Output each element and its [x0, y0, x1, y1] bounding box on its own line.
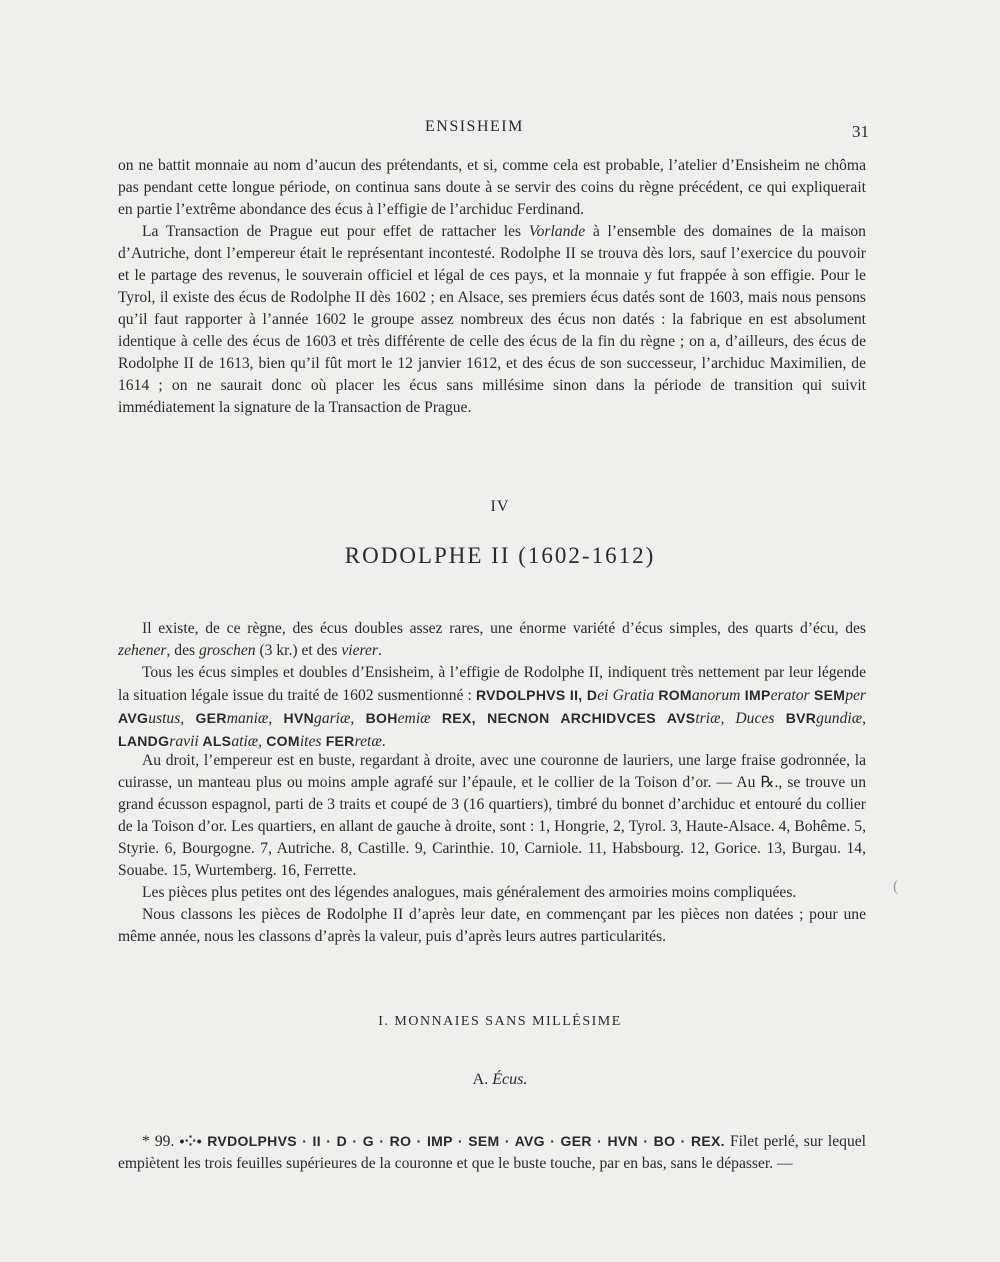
legend-text: AVG	[118, 710, 149, 726]
legend-text: IMP	[740, 687, 771, 703]
legend-text: SEM	[809, 687, 846, 703]
subtitle-prefix: A.	[472, 1071, 493, 1088]
text-run: Il existe, de ce règne, des écus doubles assez rares, une énorme variété d’écus simples, des quarts d’écu, des	[142, 620, 866, 637]
legend-text: FER	[321, 733, 355, 749]
legend-text: REX, NECNON ARCHIDVCES AVS	[430, 710, 696, 726]
paragraph-smaller-pieces: Les pièces plus petites ont des légendes analogues, mais généralement des armoiries moins compliquées.	[142, 884, 797, 901]
legend-text: ALS	[198, 733, 232, 749]
margin-mark: (	[893, 878, 899, 895]
entry-number: * 99.	[142, 1133, 175, 1150]
text-run: La Transaction de Prague eut pour effet de rattacher les	[142, 223, 529, 240]
italic-term: zehener	[118, 642, 167, 659]
text-run: à l’ensemble des domaines de la maison d’Autriche, dont l’empereur était le représentant incontesté. Rodolphe II se trouva dès lors, sauf l’exercice du pouvoir et le partage des revenus, le souverain officiel et légal de ces pays, et la monnaie y fut frappée à son effigie. Pour le Tyrol, il existe des écus de Rodolphe II dès 1602 ; en Alsace, ses premiers écus datés sont de 1603, mais nous pensons qu’il faut rapporter à l’année 1602 le groupe assez nombreux des écus non datés : la fabrique en est absolument identique à celle des écus de 1603 et très différente de celle des écus de la fin du règne ; on a, d’ailleurs, des écus de Rodolphe II de 1613, bien qu’il fût mort le 12 janvier 1612, et des écus de son successeur, l’archiduc Maximilien, de 1614 ; on ne saurait donc où placer les écus sans millésime sinon dans la période de transition qui suivit immédiatement la signature de la Transaction de Prague.	[118, 223, 866, 416]
running-title: ENSISHEIM	[425, 118, 524, 135]
legend-italic: ravii	[169, 733, 199, 750]
legend-italic: retæ	[354, 733, 382, 750]
page-header	[0, 118, 1000, 144]
paragraph-legend	[118, 662, 866, 753]
legend-text: BVR	[774, 710, 817, 726]
legend-italic: per	[845, 687, 866, 704]
text-run: , des	[166, 642, 199, 659]
legend-italic: maniæ,	[226, 710, 273, 727]
subsection-subtitle	[0, 1071, 1000, 1089]
legend-italic: gariæ,	[314, 710, 355, 727]
legend-italic: ites	[299, 733, 322, 750]
legend-italic: Gratia	[608, 687, 659, 704]
legend-text: LANDG	[118, 733, 170, 749]
paragraph-description: Au droit, l’empereur est en buste, regardant à droite, avec une couronne de lauriers, une large fraise godronnée, la cuirasse, un manteau plus ou moins ample agrafé sur l’épaule, et le collier de la Toison d’or. — Au ℞., se trouve un grand écusson espagnol, parti de 3 traits et coupé de 3 (16 quartiers), timbré du bonnet d’archiduc et entouré du collier de la Toison d’or. Les quartiers, en allant de gauche à droite, sont : 1, Hongrie, 2, Tyrol. 3, Haute-Alsace. 4, Bohême. 5, Styrie. 6, Bourgogne. 7, Autriche. 8, Castille. 9, Carinthie. 10, Carniole. 11, Habsbourg. 12, Gorice. 13, Burgau. 14, Souabe. 15, Wurtemberg. 16, Ferrette.	[118, 752, 866, 879]
legend-italic: emiæ	[397, 710, 431, 727]
legend-italic: Duces	[724, 710, 775, 727]
legend-italic: anorum	[691, 687, 741, 704]
paragraph-coin-varieties	[118, 618, 866, 662]
legend-text: ROM	[658, 687, 692, 703]
legend-italic: ei	[597, 687, 609, 704]
section-number: IV	[490, 498, 510, 515]
paragraph-continuation: on ne battit monnaie au nom d’aucun des prétendants, et si, comme cela est probable, l’atelier d’Ensisheim ne chôma pas pendant cette longue période, on continua sans doute à se servir des coins du règne précédent, ce qui expliquerait en partie l’extrême abondance des écus à l’effigie de l’archiduc Ferdinand.	[118, 157, 866, 218]
text-run: .	[381, 733, 386, 750]
text-run: (3 kr.) et des	[255, 642, 342, 659]
legend-text: RVDOLPHVS II, D	[475, 687, 598, 703]
legend-italic: atiæ,	[231, 733, 263, 750]
legend-italic: triæ,	[695, 710, 725, 727]
legend-text: BOH	[354, 710, 398, 726]
catalog-entry-99	[118, 1130, 866, 1175]
italic-term: groschen	[198, 642, 256, 659]
legend-text: COM	[262, 733, 300, 749]
page-number: 31	[852, 122, 869, 141]
legend-text: GER	[184, 710, 227, 726]
legend-italic: gundiæ,	[816, 710, 866, 727]
legend-italic: ustus,	[148, 710, 185, 727]
coin-legend: •⁘• RVDOLPHVS · II · D · G · RO · IMP · SEM · AVG · GER · HVN · BO · REX.	[179, 1133, 725, 1149]
paragraph-transaction-prague	[118, 221, 866, 419]
section-title: RODOLPHE II (1602-1612)	[344, 543, 656, 568]
legend-italic: erator	[770, 687, 810, 704]
italic-term: Vorlande	[528, 223, 586, 240]
subsection-title: I. MONNAIES SANS MILLÉSIME	[378, 1014, 622, 1029]
italic-term: vierer	[341, 642, 378, 659]
paragraph-classification: Nous classons les pièces de Rodolphe II d’après leur date, en commençant par les pièces non datées ; pour une même année, nous les classons d’après la valeur, puis d’après leurs autres particularités.	[118, 906, 866, 945]
text-run: Tous les écus simples et doubles d’Ensisheim, à l’effigie de Rodolphe II, indiquent très nettement par leur légende la situation légale issue du traité de 1602 susmentionné :	[118, 664, 866, 704]
subtitle-italic: Écus.	[492, 1071, 528, 1088]
entry-description: Filet perlé, sur lequel empiètent les trois feuilles supérieures de la couronne et que le buste touche, par en bas, sans le dépasser. —	[118, 1133, 867, 1172]
legend-text: HVN	[272, 710, 315, 726]
text-run: .	[377, 642, 382, 659]
